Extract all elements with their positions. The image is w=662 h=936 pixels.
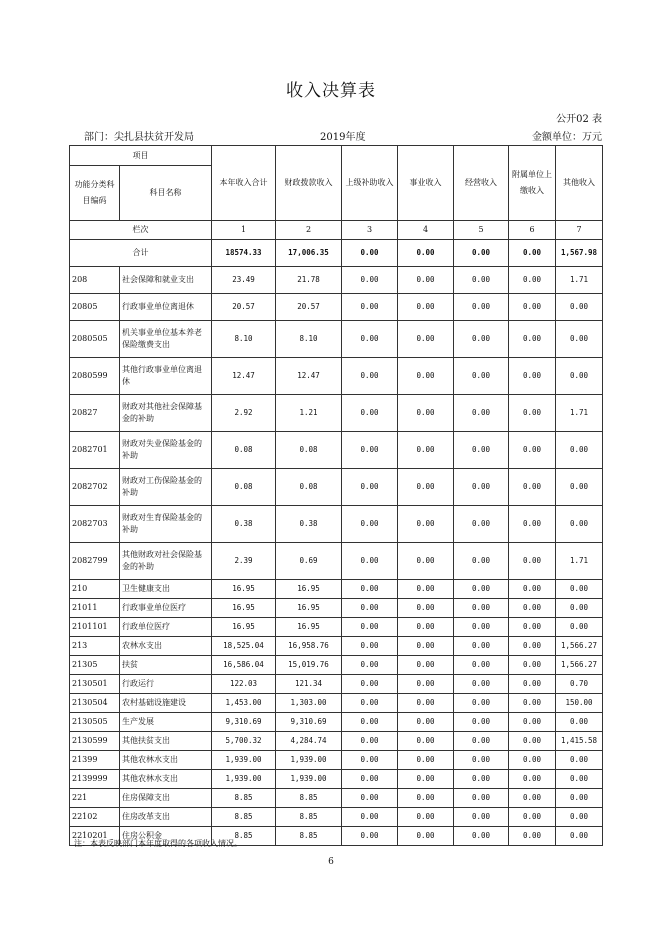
row-value: 0.00 <box>398 732 454 751</box>
col-num: 3 <box>342 221 398 240</box>
row-value: 0.00 <box>342 808 398 827</box>
row-value: 0.00 <box>398 395 454 432</box>
row-code: 221 <box>70 789 120 808</box>
total-value: 18574.33 <box>212 240 276 267</box>
row-value: 1,939.00 <box>276 770 342 789</box>
row-name: 其他行政事业单位离退休 <box>120 358 212 395</box>
header-col-total: 本年收入合计 <box>212 146 276 221</box>
row-name: 财政对失业保险基金的补助 <box>120 432 212 469</box>
row-value: 8.10 <box>276 321 342 358</box>
row-value: 0.00 <box>454 751 509 770</box>
header-subject-name: 科目名称 <box>120 166 212 221</box>
row-code: 2082701 <box>70 432 120 469</box>
row-value: 0.00 <box>509 732 556 751</box>
row-value: 1.71 <box>556 395 603 432</box>
row-value: 0.08 <box>276 469 342 506</box>
row-value: 0.00 <box>509 618 556 637</box>
row-code: 2080505 <box>70 321 120 358</box>
row-value: 8.85 <box>212 827 276 846</box>
row-value: 0.00 <box>556 580 603 599</box>
row-name: 农村基础设施建设 <box>120 694 212 713</box>
row-value: 16,958.76 <box>276 637 342 656</box>
row-value: 0.00 <box>398 506 454 543</box>
col-num: 1 <box>212 221 276 240</box>
row-value: 0.00 <box>509 637 556 656</box>
row-value: 23.49 <box>212 267 276 294</box>
row-value: 0.00 <box>556 321 603 358</box>
row-value: 0.00 <box>509 751 556 770</box>
column-order-label: 栏次 <box>70 221 212 240</box>
row-value: 0.00 <box>556 770 603 789</box>
row-value: 1,566.27 <box>556 656 603 675</box>
row-value: 0.00 <box>509 543 556 580</box>
row-name: 行政单位医疗 <box>120 618 212 637</box>
table-row <box>70 294 603 321</box>
row-value: 8.85 <box>276 789 342 808</box>
row-value: 0.00 <box>342 675 398 694</box>
row-value: 8.85 <box>276 827 342 846</box>
row-value: 0.00 <box>342 321 398 358</box>
total-value: 0.00 <box>454 240 509 267</box>
row-code: 208 <box>70 267 120 294</box>
row-value: 0.00 <box>556 599 603 618</box>
row-code: 2130504 <box>70 694 120 713</box>
row-value: 0.00 <box>509 789 556 808</box>
row-value: 0.00 <box>398 770 454 789</box>
row-name: 财政对生育保险基金的补助 <box>120 506 212 543</box>
row-value: 20.57 <box>276 294 342 321</box>
row-name: 其他农林水支出 <box>120 751 212 770</box>
row-value: 0.00 <box>342 580 398 599</box>
table-row <box>70 618 603 637</box>
row-value: 0.00 <box>509 432 556 469</box>
row-value: 0.38 <box>212 506 276 543</box>
row-value: 2.39 <box>212 543 276 580</box>
row-name: 机关事业单位基本养老保险缴费支出 <box>120 321 212 358</box>
row-value: 0.00 <box>398 713 454 732</box>
total-value: 17,006.35 <box>276 240 342 267</box>
row-code: 2082799 <box>70 543 120 580</box>
row-value: 16.95 <box>212 599 276 618</box>
header-func-code: 功能分类科目编码 <box>70 166 120 221</box>
row-name: 行政运行 <box>120 675 212 694</box>
row-value: 0.38 <box>276 506 342 543</box>
row-value: 0.00 <box>454 789 509 808</box>
col-num: 5 <box>454 221 509 240</box>
row-value: 16.95 <box>276 580 342 599</box>
row-value: 0.00 <box>454 294 509 321</box>
row-value: 12.47 <box>212 358 276 395</box>
table-row <box>70 694 603 713</box>
header-col-business: 事业收入 <box>398 146 454 221</box>
row-value: 0.00 <box>398 618 454 637</box>
row-value: 0.00 <box>398 751 454 770</box>
table-row <box>70 675 603 694</box>
row-value: 0.08 <box>212 432 276 469</box>
row-value: 0.00 <box>342 358 398 395</box>
table-row <box>70 432 603 469</box>
row-code: 2130599 <box>70 732 120 751</box>
row-value: 0.00 <box>509 294 556 321</box>
row-value: 0.00 <box>398 321 454 358</box>
row-code: 21011 <box>70 599 120 618</box>
row-value: 0.00 <box>398 599 454 618</box>
row-value: 0.00 <box>556 789 603 808</box>
row-value: 0.00 <box>556 751 603 770</box>
row-value: 122.03 <box>212 675 276 694</box>
row-value: 1,566.27 <box>556 637 603 656</box>
header-col-affiliated: 附属单位上缴收入 <box>509 146 556 221</box>
row-value: 1,939.00 <box>212 770 276 789</box>
row-value: 0.00 <box>556 432 603 469</box>
row-value: 0.00 <box>398 267 454 294</box>
row-name: 社会保障和就业支出 <box>120 267 212 294</box>
row-value: 0.00 <box>454 808 509 827</box>
row-name: 农林水支出 <box>120 637 212 656</box>
row-value: 0.00 <box>398 827 454 846</box>
row-value: 1,415.58 <box>556 732 603 751</box>
form-number: 公开02 表 <box>556 114 602 125</box>
row-value: 0.00 <box>509 713 556 732</box>
col-num: 6 <box>509 221 556 240</box>
row-value: 0.00 <box>509 656 556 675</box>
unit-label: 金额单位：万元 <box>532 132 602 143</box>
row-value: 0.00 <box>454 321 509 358</box>
row-value: 15,019.76 <box>276 656 342 675</box>
row-code: 21399 <box>70 751 120 770</box>
row-value: 0.69 <box>276 543 342 580</box>
row-value: 0.00 <box>454 469 509 506</box>
row-value: 0.00 <box>398 432 454 469</box>
row-value: 0.00 <box>556 506 603 543</box>
row-value: 0.00 <box>556 618 603 637</box>
row-name: 扶贫 <box>120 656 212 675</box>
row-value: 1,939.00 <box>212 751 276 770</box>
row-value: 0.00 <box>342 506 398 543</box>
row-code: 2130501 <box>70 675 120 694</box>
row-value: 0.00 <box>398 675 454 694</box>
row-code: 21305 <box>70 656 120 675</box>
row-name: 行政事业单位离退休 <box>120 294 212 321</box>
row-value: 0.00 <box>556 827 603 846</box>
header-item: 项目 <box>70 146 212 166</box>
row-value: 0.00 <box>509 694 556 713</box>
row-value: 0.00 <box>454 618 509 637</box>
row-name: 卫生健康支出 <box>120 580 212 599</box>
row-name: 其他扶贫支出 <box>120 732 212 751</box>
row-value: 0.00 <box>509 675 556 694</box>
col-num: 7 <box>556 221 603 240</box>
row-value: 0.00 <box>454 580 509 599</box>
row-value: 0.00 <box>454 395 509 432</box>
row-value: 150.00 <box>556 694 603 713</box>
row-value: 0.00 <box>509 506 556 543</box>
total-value: 0.00 <box>342 240 398 267</box>
row-value: 0.00 <box>342 294 398 321</box>
row-value: 8.85 <box>276 808 342 827</box>
row-value: 0.00 <box>509 770 556 789</box>
row-value: 0.00 <box>342 713 398 732</box>
row-value: 16.95 <box>276 618 342 637</box>
row-value: 0.00 <box>398 469 454 506</box>
row-value: 0.00 <box>398 789 454 808</box>
row-value: 5,700.32 <box>212 732 276 751</box>
row-name: 住房保障支出 <box>120 789 212 808</box>
table-row <box>70 395 603 432</box>
row-value: 0.00 <box>509 267 556 294</box>
header-col-superior: 上级补助收入 <box>342 146 398 221</box>
row-name: 财政对其他社会保障基金的补助 <box>120 395 212 432</box>
row-value: 0.00 <box>509 395 556 432</box>
row-value: 0.00 <box>342 770 398 789</box>
row-value: 0.00 <box>454 675 509 694</box>
table-row <box>70 751 603 770</box>
table-row <box>70 808 603 827</box>
row-name: 其他财政对社会保险基金的补助 <box>120 543 212 580</box>
table-row <box>70 321 603 358</box>
page-number: 6 <box>328 857 334 867</box>
row-value: 0.00 <box>454 432 509 469</box>
table-meta <box>72 128 602 142</box>
row-value: 0.00 <box>342 543 398 580</box>
row-value: 9,310.69 <box>212 713 276 732</box>
row-value: 0.00 <box>454 827 509 846</box>
row-value: 1.21 <box>276 395 342 432</box>
col-num: 4 <box>398 221 454 240</box>
row-value: 0.00 <box>398 543 454 580</box>
row-code: 20827 <box>70 395 120 432</box>
row-value: 8.85 <box>212 789 276 808</box>
row-value: 1,939.00 <box>276 751 342 770</box>
row-code: 210 <box>70 580 120 599</box>
department-label: 部门：尖扎县扶贫开发局 <box>84 132 194 143</box>
row-name: 行政事业单位医疗 <box>120 599 212 618</box>
row-value: 0.00 <box>398 808 454 827</box>
row-value: 0.00 <box>342 789 398 808</box>
row-value: 8.10 <box>212 321 276 358</box>
row-code: 20805 <box>70 294 120 321</box>
table-note: 注：本表反映部门本年度取得的各项收入情况。 <box>74 839 242 848</box>
row-value: 0.00 <box>342 637 398 656</box>
table-body <box>70 267 603 846</box>
row-value: 16.95 <box>212 618 276 637</box>
row-value: 0.00 <box>454 267 509 294</box>
row-value: 0.00 <box>556 358 603 395</box>
row-code: 213 <box>70 637 120 656</box>
row-value: 0.00 <box>509 808 556 827</box>
row-value: 0.00 <box>509 827 556 846</box>
row-value: 0.00 <box>454 732 509 751</box>
row-value: 0.00 <box>342 618 398 637</box>
row-name: 住房改革支出 <box>120 808 212 827</box>
row-code: 2080599 <box>70 358 120 395</box>
row-name: 住房公积金 <box>120 827 212 846</box>
row-value: 8.85 <box>212 808 276 827</box>
table-row <box>70 469 603 506</box>
page-title: 收入决算表 <box>286 81 376 101</box>
row-value: 0.00 <box>342 732 398 751</box>
header-col-other: 其他收入 <box>556 146 603 221</box>
row-value: 1,303.00 <box>276 694 342 713</box>
row-value: 0.00 <box>454 599 509 618</box>
row-name: 其他农林水支出 <box>120 770 212 789</box>
row-code: 2139999 <box>70 770 120 789</box>
row-code: 2210201 <box>70 827 120 846</box>
table-row <box>70 358 603 395</box>
table-row <box>70 713 603 732</box>
total-value: 1,567.98 <box>556 240 603 267</box>
row-value: 0.00 <box>398 637 454 656</box>
row-name: 财政对工伤保险基金的补助 <box>120 469 212 506</box>
total-label: 合计 <box>70 240 212 267</box>
row-value: 9,310.69 <box>276 713 342 732</box>
row-value: 0.00 <box>556 469 603 506</box>
row-code: 22102 <box>70 808 120 827</box>
row-code: 2082703 <box>70 506 120 543</box>
table-row <box>70 267 603 294</box>
row-value: 0.00 <box>454 543 509 580</box>
income-table <box>69 145 603 846</box>
row-value: 4,284.74 <box>276 732 342 751</box>
row-value: 0.00 <box>342 267 398 294</box>
row-value: 0.00 <box>454 770 509 789</box>
table-row <box>70 543 603 580</box>
row-value: 2.92 <box>212 395 276 432</box>
row-value: 0.00 <box>454 358 509 395</box>
year-label: 2019年度 <box>320 132 366 143</box>
row-value: 0.00 <box>454 713 509 732</box>
total-value: 0.00 <box>509 240 556 267</box>
row-value: 0.00 <box>556 294 603 321</box>
row-value: 12.47 <box>276 358 342 395</box>
table-row <box>70 580 603 599</box>
table-row <box>70 599 603 618</box>
row-value: 0.00 <box>342 599 398 618</box>
row-value: 0.00 <box>556 713 603 732</box>
row-value: 21.78 <box>276 267 342 294</box>
row-value: 0.00 <box>342 694 398 713</box>
row-value: 20.57 <box>212 294 276 321</box>
row-value: 0.00 <box>556 808 603 827</box>
row-value: 16.95 <box>276 599 342 618</box>
row-value: 0.00 <box>509 580 556 599</box>
row-value: 0.00 <box>342 656 398 675</box>
row-name: 生产发展 <box>120 713 212 732</box>
row-value: 0.00 <box>454 506 509 543</box>
table-row <box>70 637 603 656</box>
row-value: 1,453.00 <box>212 694 276 713</box>
row-value: 0.00 <box>509 469 556 506</box>
row-value: 0.00 <box>509 358 556 395</box>
row-value: 0.00 <box>454 694 509 713</box>
row-value: 0.08 <box>276 432 342 469</box>
row-value: 121.34 <box>276 675 342 694</box>
row-value: 0.00 <box>398 656 454 675</box>
row-value: 0.70 <box>556 675 603 694</box>
total-value: 0.00 <box>398 240 454 267</box>
row-value: 0.00 <box>342 432 398 469</box>
row-value: 16,586.04 <box>212 656 276 675</box>
row-value: 1.71 <box>556 543 603 580</box>
table-row <box>70 732 603 751</box>
header-col-operating: 经营收入 <box>454 146 509 221</box>
row-value: 0.00 <box>342 751 398 770</box>
row-value: 0.00 <box>454 656 509 675</box>
table-row <box>70 506 603 543</box>
row-value: 0.00 <box>398 358 454 395</box>
row-value: 0.00 <box>454 637 509 656</box>
row-value: 0.00 <box>509 321 556 358</box>
row-code: 2082702 <box>70 469 120 506</box>
row-value: 0.00 <box>398 294 454 321</box>
row-value: 0.00 <box>398 694 454 713</box>
table-row <box>70 770 603 789</box>
row-code: 2101101 <box>70 618 120 637</box>
col-num: 2 <box>276 221 342 240</box>
header-col-fiscal: 财政拨款收入 <box>276 146 342 221</box>
row-value: 0.00 <box>342 827 398 846</box>
table-row <box>70 656 603 675</box>
row-value: 1.71 <box>556 267 603 294</box>
row-value: 0.08 <box>212 469 276 506</box>
row-value: 18,525.04 <box>212 637 276 656</box>
row-value: 0.00 <box>509 599 556 618</box>
row-value: 0.00 <box>398 580 454 599</box>
row-value: 0.00 <box>342 469 398 506</box>
row-value: 0.00 <box>342 395 398 432</box>
table-row <box>70 789 603 808</box>
row-code: 2130505 <box>70 713 120 732</box>
row-value: 16.95 <box>212 580 276 599</box>
